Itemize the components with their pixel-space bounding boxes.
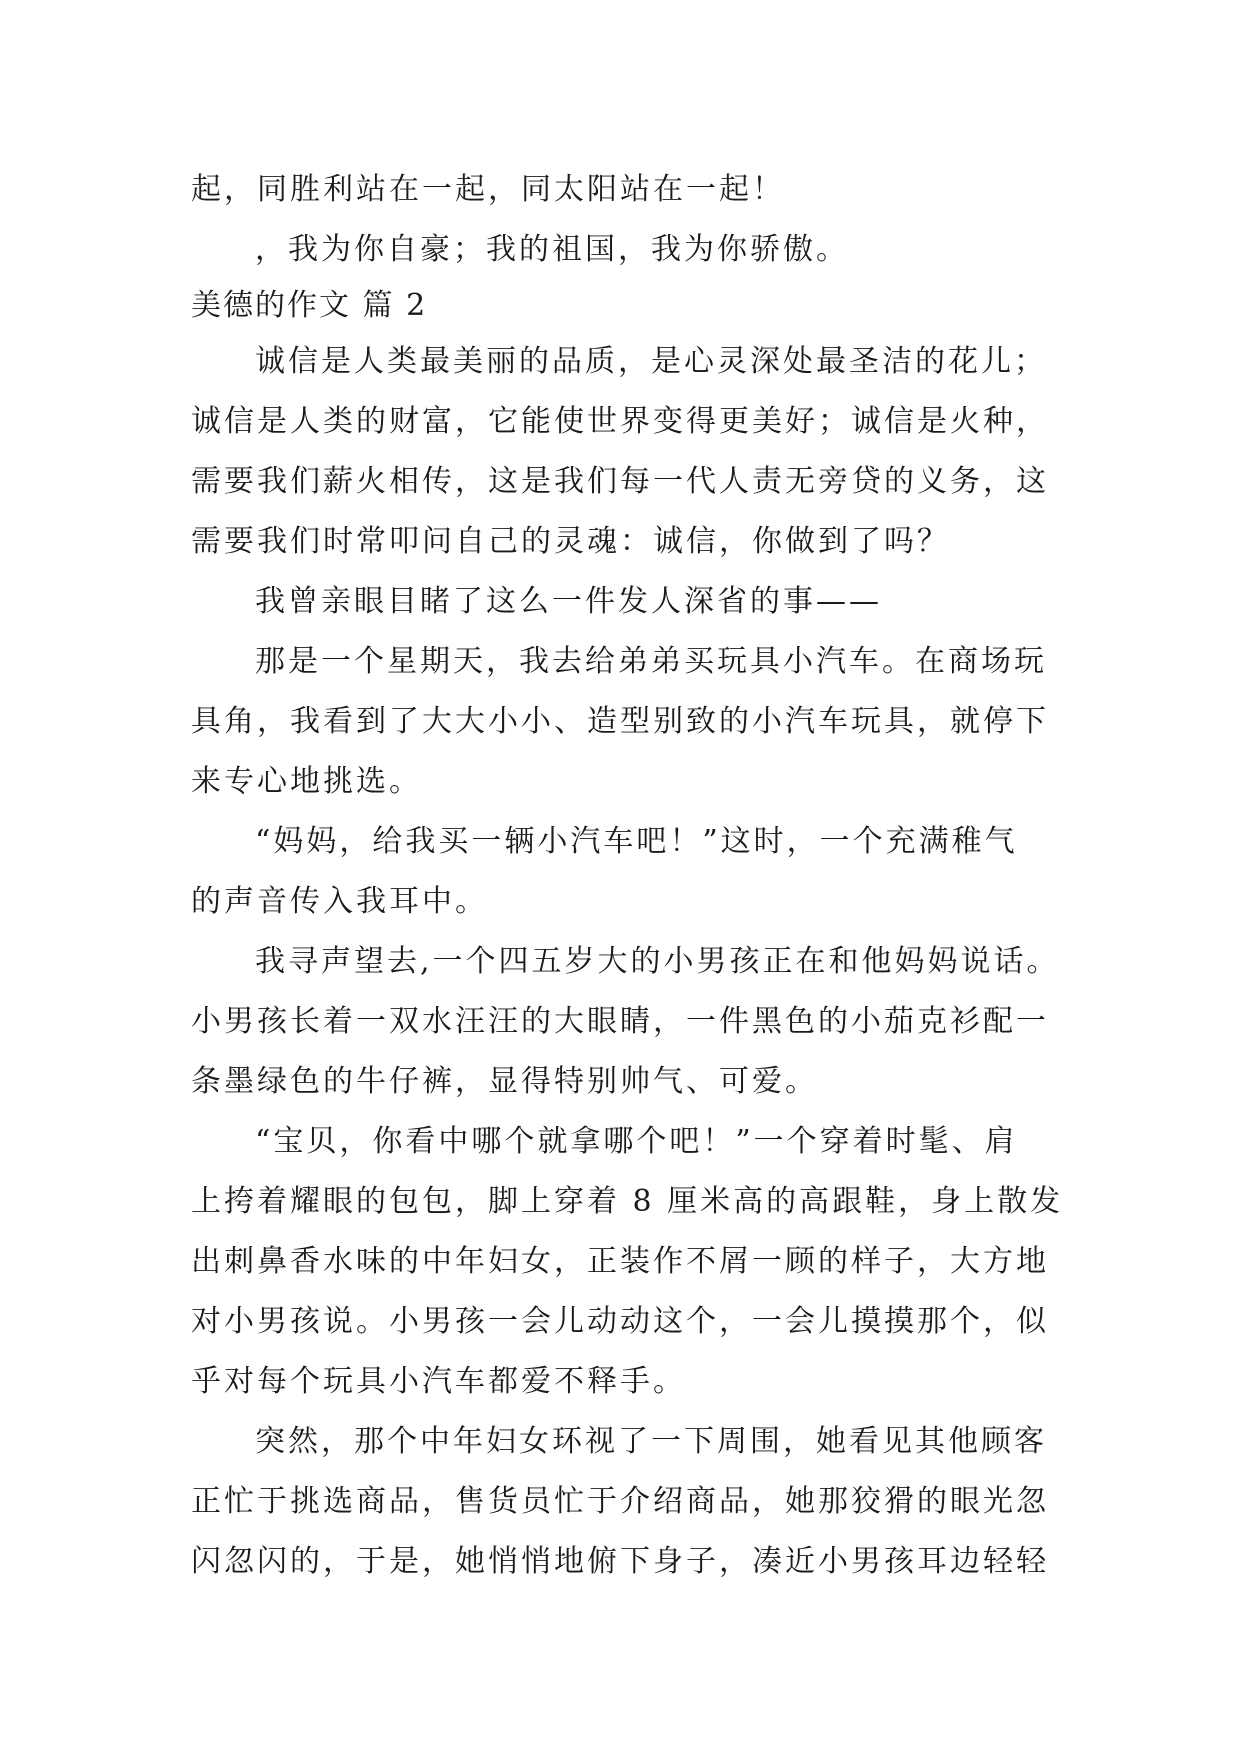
- text-line: 那是一个星期天，我去给弟弟买玩具小汽车。在商场玩: [255, 644, 1047, 679]
- paragraph-closing: [191, 220, 1051, 280]
- text-line: 具角，我看到了大大小小、造型别致的小汽车玩具，就停下: [191, 704, 1049, 739]
- text-line: 需要我们时常叩问自己的灵魂：诚信，你做到了吗？: [191, 524, 950, 559]
- text-line: 正忙于挑选商品，售货员忙于介绍商品，她那狡猾的眼光忽: [191, 1484, 1049, 1519]
- paragraph-mother: [191, 1112, 1064, 1412]
- text-line: 我曾亲眼目睹了这么一件发人深省的事——: [255, 584, 882, 619]
- text-line: “妈妈，给我买一辆小汽车吧！”这时，一个充满稚气: [255, 824, 1018, 859]
- paragraph-child-request: [191, 812, 1051, 932]
- text-line: 乎对每个玩具小汽车都爱不释手。: [191, 1364, 686, 1399]
- text-line: 小男孩长着一双水汪汪的大眼睛，一件黑色的小茄克衫配一: [191, 1004, 1049, 1039]
- paragraph-witness: [191, 572, 1051, 632]
- text-line: 闪忽闪的，于是，她悄悄地俯下身子，凑近小男孩耳边轻轻: [191, 1544, 1049, 1579]
- text-line: 诚信是人类最美丽的品质，是心灵深处最圣洁的花儿；: [255, 344, 1047, 379]
- text-line: 上挎着耀眼的包包，脚上穿着 8 厘米高的高跟鞋，身上散发: [191, 1184, 1064, 1219]
- text-line: 突然，那个中年妇女环视了一下周围，她看见其他顾客: [255, 1424, 1047, 1459]
- heading-text: 美德的作文 篇 2: [191, 288, 428, 323]
- document-page: [191, 160, 1064, 1592]
- text-line: 需要我们薪火相传，这是我们每一代人责无旁贷的义务，这: [191, 464, 1049, 499]
- text-line: “宝贝，你看中哪个就拿哪个吧！”一个穿着时髦、肩: [255, 1124, 1018, 1159]
- text-line: 的声音传入我耳中。: [191, 884, 488, 919]
- text-line: 起，同胜利站在一起，同太阳站在一起！: [191, 172, 785, 207]
- section-heading: [191, 280, 1051, 332]
- text-line: 来专心地挑选。: [191, 764, 422, 799]
- paragraph-continuation: [191, 160, 1051, 220]
- text-line: 诚信是人类的财富，它能使世界变得更美好；诚信是火种，: [191, 404, 1049, 439]
- paragraph-sunday: [191, 632, 1051, 812]
- text-line: ，我为你自豪；我的祖国，我为你骄傲。: [255, 232, 849, 267]
- paragraph-suddenly: [191, 1412, 1051, 1592]
- paragraph-boy-description: [191, 932, 1060, 1112]
- text-line: 我寻声望去,一个四五岁大的小男孩正在和他妈妈说话。: [255, 944, 1060, 979]
- text-line: 对小男孩说。小男孩一会儿动动这个，一会儿摸摸那个，似: [191, 1304, 1049, 1339]
- text-line: 条墨绿色的牛仔裤，显得特别帅气、可爱。: [191, 1064, 818, 1099]
- text-line: 出刺鼻香水味的中年妇女，正装作不屑一顾的样子，大方地: [191, 1244, 1049, 1279]
- paragraph-integrity: [191, 332, 1051, 572]
